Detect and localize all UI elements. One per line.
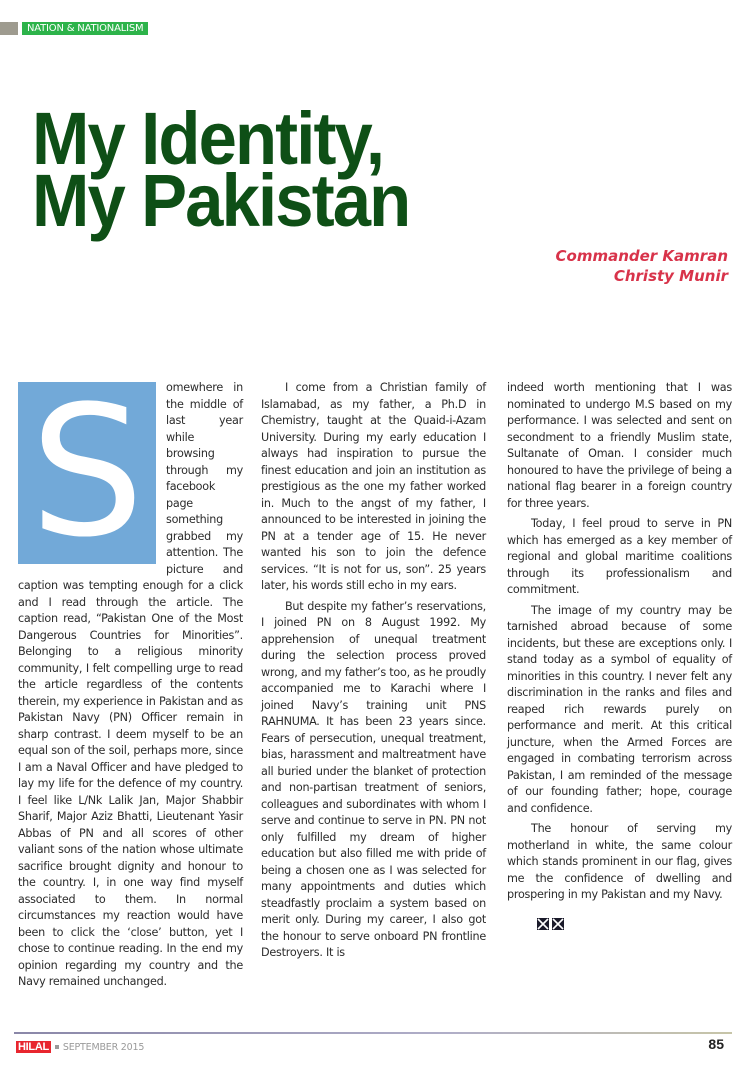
section-tag: [0, 22, 148, 35]
author-byline: [556, 246, 728, 286]
drop-cap-letter: S: [29, 368, 144, 577]
article-title: [32, 97, 432, 242]
paragraph-3-continued: indeed worth mentioning that I was nominated to undergo M.S based on my performance. I was selected and sent on secondment to a friendly Muslim state, Sultanate of Oman. I consider much honoured to have the privilege of being a national flag bearer in a foreign country for three years.: [507, 381, 732, 510]
paragraph-5: The image of my country may be tarnished abroad because of some incidents, but these are exceptions only. I stand today as a symbol of equality of minorities in this country. I never felt any discrimination in the ranks and files and reaped rich rewards purely on performance and merit. At this critical juncture, when the Armed Forces are engaged in combating terrorism across Pakistan, I am reminded of the message of our founding father; hope, courage and confidence.: [507, 603, 732, 815]
column-2: [261, 380, 486, 966]
column-1: [18, 368, 243, 995]
footer-divider: [14, 1032, 732, 1034]
footer-separator: [55, 1045, 59, 1049]
title-line-1: My Identity,: [32, 97, 384, 180]
paragraph-4: Today, I feel proud to serve in PN which has emerged as a key member of regional and global maritime coalitions through its professionalism and commitment.: [507, 517, 732, 596]
end-of-article-marks: [507, 918, 732, 930]
end-mark-icon: [552, 918, 564, 930]
author-line-2: Christy Munir: [613, 267, 728, 285]
magazine-logo: HILAL: [18, 1041, 49, 1053]
author-line-1: Commander Kamran: [555, 247, 728, 265]
paragraph-6: The honour of serving my motherland in white, the same colour which stands prominent in our flag, gives me the confidence of dwelling and prospering in my Pakistan and my Navy.: [507, 822, 732, 901]
paragraph-2: I come from a Christian family of Islamabad, as my father, a Ph.D in Chemistry, taught at the Quaid-i-Azam University. During my early education I always had inspiration to pursue the finest education and join an institution as prestigious as the one my father worked in. Much to the angst of my father, I announced to be interested in joining the PN at a tender age of 15. He never wanted his son to join the defence services. “It is not for us, son”. 25 years later, his words still echo in my ears.: [261, 381, 486, 592]
footer-publication: [16, 1041, 144, 1053]
paragraph-3: But despite my father’s reservations, I joined PN on 8 August 1992. My apprehension of unequal treatment during the selection process proved wrong, and my father’s too, as he proudly accompanied me to Karachi where I joined Navy’s training unit PNS RAHNUMA. It has been 23 years since. Fears of persecution, unequal treatment, bias, harassment and maltreatment have all buried under the blanket of protection and non-partisan treatment of seniors, colleagues and subordinates with whom I serve and continue to serve in PN. PN not only fulfilled my dream of higher education but also filled me with pride of being a chosen one as I was selected for many appointments and duties which steadfastly proclaim a system based on merit only. During my career, I also got the honour to serve onboard PN frontline Destroyers. It is: [261, 599, 486, 959]
issue-date: SEPTEMBER 2015: [62, 1041, 145, 1053]
article-body: [18, 368, 733, 1020]
drop-cap: [18, 368, 156, 577]
section-tag-marker: [0, 22, 18, 35]
section-label: NATION & NATIONALISM: [22, 22, 148, 35]
title-line-2: My Pakistan: [32, 159, 410, 242]
page-number: 85: [708, 1036, 724, 1052]
column-3: [507, 380, 732, 930]
paragraph-1: omewhere in the middle of last year while browsing through my facebook page something grabbed my attention. The picture and caption was tempting enough for a click and I read through the article. The caption read, “Pakistan One of the Most Dangerous Countries for Minorities”. Belonging to a religious minority community, I felt compelling urge to read the article regardless of the contents therein, my experience in Pakistan and as Pakistan Navy (PN) Officer remain in sharp contrast. I deem myself to be an equal son of the soil, perhaps more, since I am a Naval Officer and have pledged to lay my life for the defence of my country. I feel like L/Nk Lalik Jan, Major Shabbir Sharif, Major Aziz Bhatti, Lieutenant Yasir Abbas of PN and all scores of other valiant sons of the nation whose ultimate sacrifice brought dignity and honour to the country. I, in one way find myself associated to them. In normal circumstances my reaction would have been to click the ‘close’ button, yet I chose to continue reading. In the end my opinion regarding my country and the Navy remained unchanged.: [18, 381, 243, 988]
end-mark-icon: [537, 918, 549, 930]
